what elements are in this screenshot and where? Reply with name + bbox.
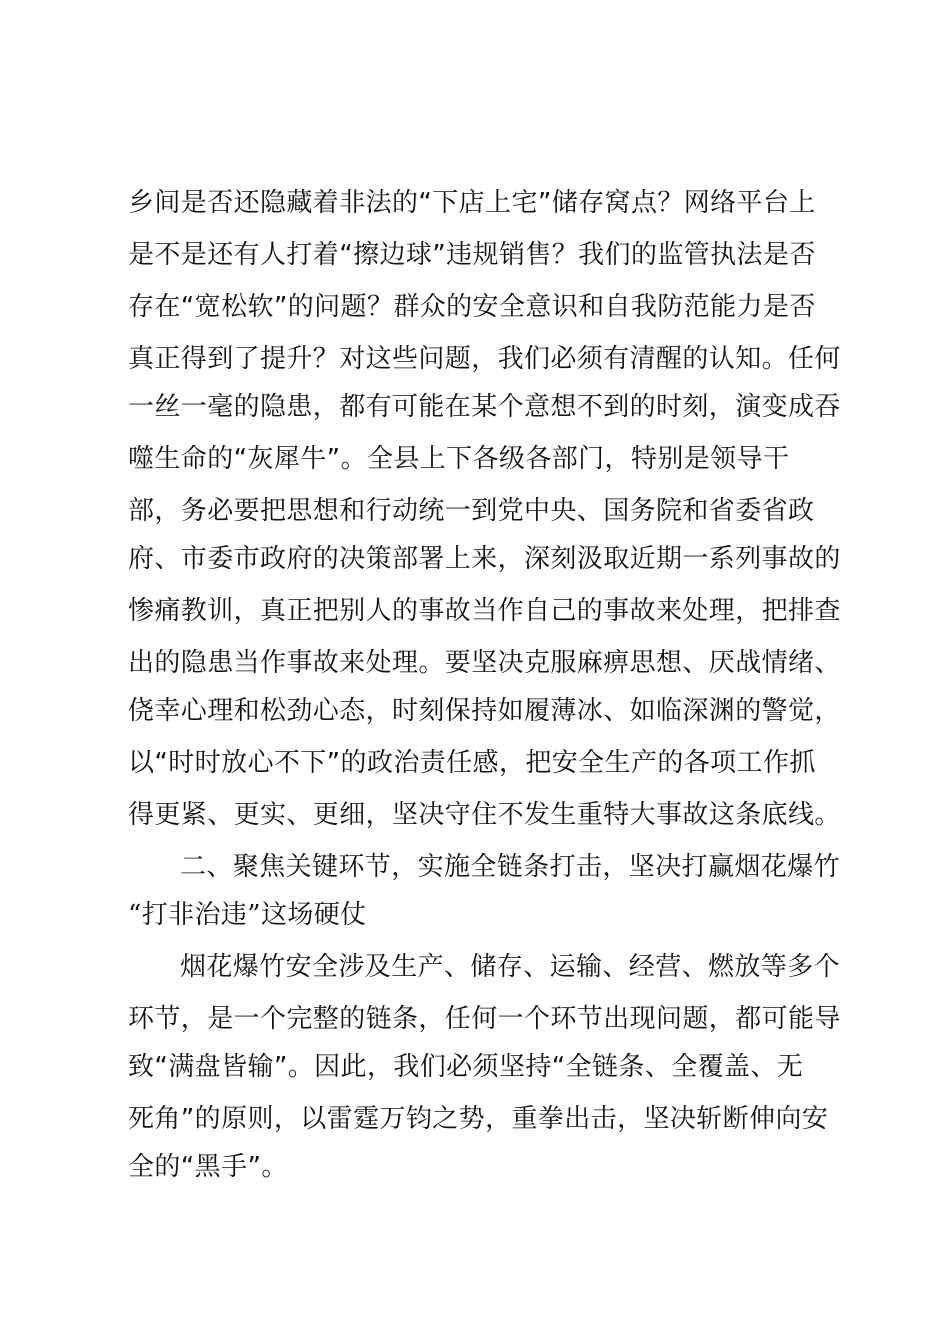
body-text-line: 一丝一毫的隐患，都有可能在某个意想不到的时刻，演变成吞 — [128, 392, 841, 422]
body-text-line: 全的“黑手”。 — [128, 1152, 288, 1182]
body-text-line: 噬生命的“灰犀牛”。全县上下各级各部门，特别是领导干 — [128, 444, 790, 474]
body-text-line: 惨痛教训，真正把别人的事故当作自己的事故来处理，把排查 — [128, 596, 841, 626]
body-text-line: 环节，是一个完整的链条，任何一个环节出现问题，都可能导 — [128, 1004, 841, 1034]
body-text-line: 出的隐患当作事故来处理。要坚决克服麻痹思想、厌战情绪、 — [128, 648, 841, 678]
body-text-line: 致“满盘皆输”。因此，我们必须坚持“全链条、全覆盖、无 — [128, 1052, 804, 1082]
body-text-line: 死角”的原则，以雷霆万钧之势，重拳出击，坚决斩断伸向安 — [128, 1104, 829, 1134]
body-text-line: 部，务必要把思想和行动统一到党中央、国务院和省委省政 — [128, 496, 815, 526]
body-text-line: 乡间是否还隐藏着非法的“下店上宅”储存窝点？网络平台上 — [128, 188, 816, 218]
body-text-line: 真正得到了提升？对这些问题，我们必须有清醒的认知。任何 — [128, 344, 841, 374]
body-text-line: 烟花爆竹安全涉及生产、储存、运输、经营、燃放等多个 — [180, 952, 841, 982]
section-heading-line-1: 二、聚焦关键环节，实施全链条打击，坚决打赢烟花爆竹 — [180, 852, 841, 882]
section-heading-line-2: “打非治违”这场硬仗 — [128, 900, 367, 930]
body-text-line: 是不是还有人打着“擦边球”违规销售？我们的监管执法是否 — [128, 240, 816, 270]
body-text-line: 侥幸心理和松劲心态，时刻保持如履薄冰、如临深渊的警觉， — [128, 696, 841, 726]
body-text-line: 府、市委市政府的决策部署上来，深刻汲取近期一系列事故的 — [128, 544, 841, 574]
body-text-line: 以“时时放心不下”的政治责任感，把安全生产的各项工作抓 — [128, 748, 816, 778]
body-text-line: 存在“宽松软”的问题？群众的安全意识和自我防范能力是否 — [128, 292, 816, 322]
body-text-line: 得更紧、更实、更细，坚决守住不发生重特大事故这条底线。 — [128, 800, 841, 830]
